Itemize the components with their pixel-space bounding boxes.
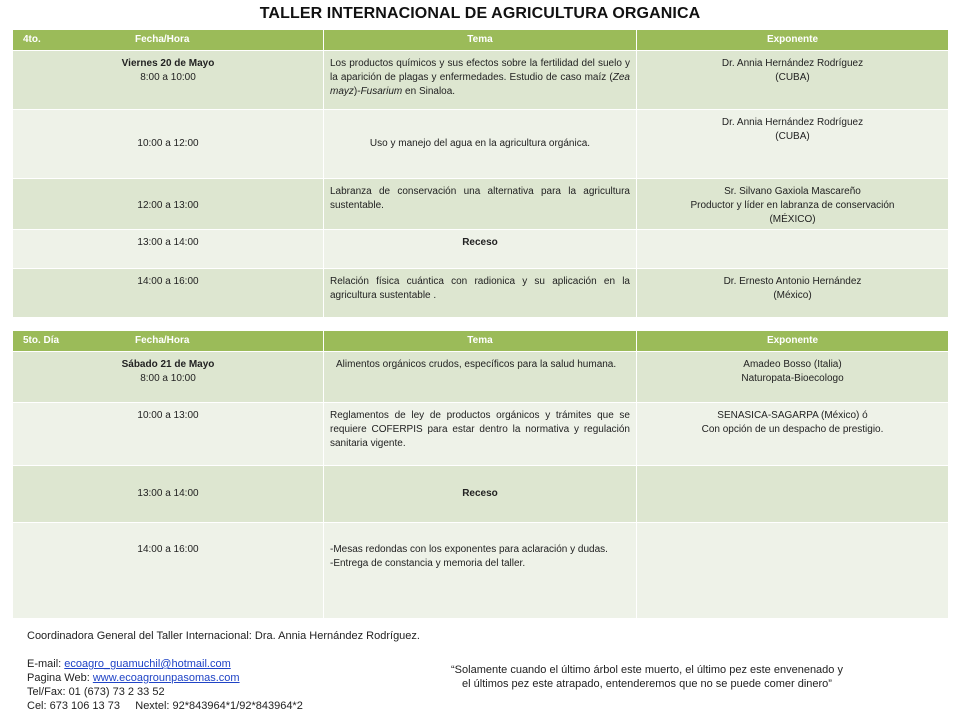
cell-topic: Labranza de conservación una alternativa para la agricultura sustentable. — [324, 179, 637, 230]
quote-text: “Solamente cuando el último árbol este muerto, el último pez este envenenado y el últimos pez este atrapado, entenderemos que no se puede comer dinero” — [451, 664, 843, 690]
table-row — [13, 352, 949, 403]
table-row — [13, 51, 949, 110]
cell-topic: -Mesas redondas con los exponentes para aclaración y dudas. -Entrega de constancia y memoria del taller. — [324, 523, 637, 619]
cell-speaker: Dr. Annia Hernández Rodríguez (CUBA) — [637, 110, 949, 179]
coordinator-text: Coordinadora General del Taller Internacional: Dra. Annia Hernández Rodríguez. — [27, 630, 420, 642]
table-row — [13, 403, 949, 466]
cell-time: 13:00 a 14:00 — [13, 230, 324, 269]
cell-time: 14:00 a 16:00 — [13, 269, 324, 318]
cell-topic: Los productos químicos y sus efectos sobre la fertilidad del suelo y la aparición de plagas y enfermedades. Estudio de caso maíz (Zea mayz)-Fusarium en Sinaloa. — [324, 51, 637, 110]
header-speaker: Exponente — [637, 331, 949, 352]
cell-speaker-empty — [637, 466, 949, 523]
cell-speaker-empty — [637, 230, 949, 269]
table-row — [13, 179, 949, 230]
cell-time: 10:00 a 12:00 — [13, 110, 324, 179]
header-day: 4to. — [23, 34, 41, 45]
header-date-time: 4to. Fecha/Hora — [13, 30, 324, 51]
header-speaker: Exponente — [637, 30, 949, 51]
schedule-table-day5 — [12, 330, 949, 619]
cell-time: 14:00 a 16:00 — [13, 523, 324, 619]
table-header — [13, 331, 949, 352]
cell-speaker: Amadeo Bosso (Italia) Naturopata-Bioecologo — [637, 352, 949, 403]
cel-text: Cel: 673 106 13 73 Nextel: 92*843964*1/92*843964*2 — [27, 700, 303, 712]
header-day: 5to. Día — [23, 335, 60, 346]
header-date-time: 5to. Día Fecha/Hora — [13, 331, 324, 352]
page-title: TALLER INTERNACIONAL DE AGRICULTURA ORGANICA — [259, 5, 701, 22]
footer-contact — [27, 629, 420, 713]
cell-date-time — [13, 51, 324, 110]
cell-time: 12:00 a 13:00 — [13, 179, 324, 230]
header-topic: Tema — [324, 331, 637, 352]
table-row — [13, 269, 949, 318]
session-date: Sábado 21 de Mayo — [121, 359, 215, 370]
email-line: E-mail: ecoagro_guamuchil@hotmail.com — [27, 658, 231, 670]
table-header — [13, 30, 949, 51]
table-row — [13, 523, 949, 619]
web-line: Pagina Web: www.ecoagrounpasomas.com — [27, 672, 240, 684]
header-topic: Tema — [324, 30, 637, 51]
schedule-table-day4 — [12, 29, 949, 318]
table-row — [13, 230, 949, 269]
cell-speaker: Sr. Silvano Gaxiola Mascareño Productor y líder en labranza de conservación (MÉXICO) — [637, 179, 949, 230]
cell-topic: Uso y manejo del agua en la agricultura orgánica. — [324, 110, 637, 179]
cell-topic-recess: Receso — [324, 466, 637, 523]
cell-speaker-empty — [637, 523, 949, 619]
session-date: Viernes 20 de Mayo — [121, 58, 215, 69]
website-link[interactable]: www.ecoagrounpasomas.com — [92, 672, 240, 684]
session-time: 8:00 a 10:00 — [140, 72, 196, 83]
cell-speaker: Dr. Ernesto Antonio Hernández (México) — [637, 269, 949, 318]
phone-text: Tel/Fax: 01 (673) 73 2 33 52 — [27, 686, 165, 698]
cell-date-time — [13, 352, 324, 403]
table-row — [13, 110, 949, 179]
cell-topic: Relación física cuántica con radionica y su aplicación en la agricultura sustentable . — [324, 269, 637, 318]
table-row — [13, 466, 949, 523]
cell-speaker: Dr. Annia Hernández Rodríguez (CUBA) — [637, 51, 949, 110]
cell-topic: Alimentos orgánicos crudos, específicos para la salud humana. — [324, 352, 637, 403]
cell-topic: Reglamentos de ley de productos orgánicos y trámites que se requiere COFERPIS para estar dentro la normativa y regulación sanitaria vigente. — [324, 403, 637, 466]
cell-speaker: SENASICA-SAGARPA (México) ó Con opción de un despacho de prestigio. — [637, 403, 949, 466]
cell-topic-recess: Receso — [324, 230, 637, 269]
email-link[interactable]: ecoagro_guamuchil@hotmail.com — [64, 658, 231, 670]
cell-time: 10:00 a 13:00 — [13, 403, 324, 466]
session-time: 8:00 a 10:00 — [140, 373, 196, 384]
cell-time: 13:00 a 14:00 — [13, 466, 324, 523]
